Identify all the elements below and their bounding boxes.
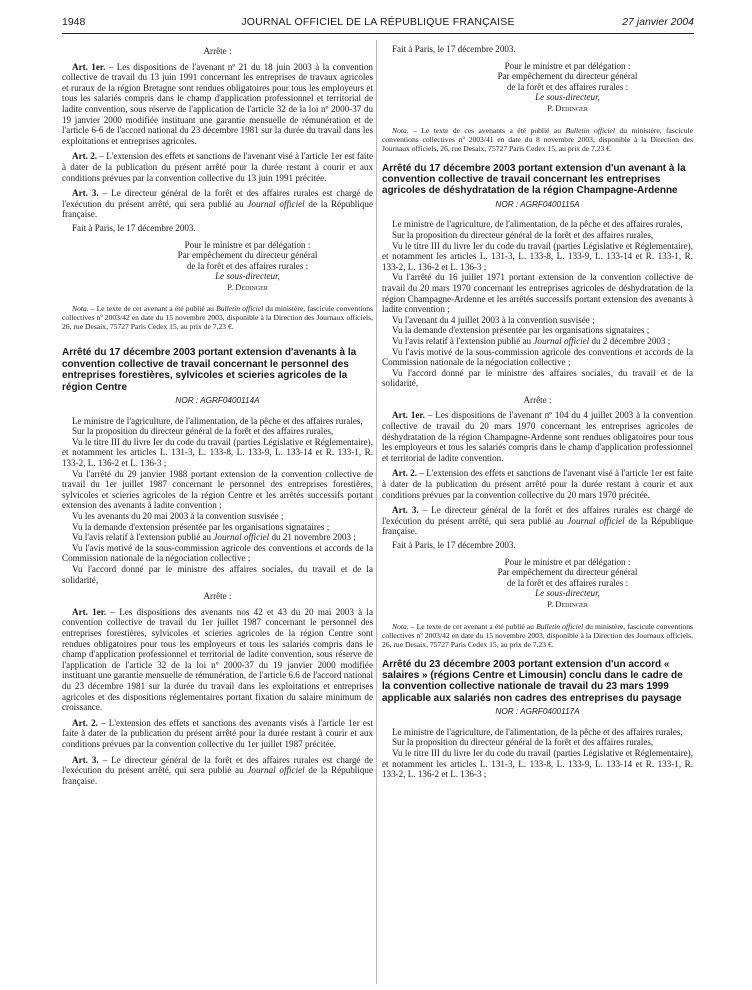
visa: Vu le titre III du livre Ier du code du travail (parties Législative et Réglementaire), et notamment les articles L. 131-3, L. 133-8, L. 133-9, L. 133-14 et R. 133-1, R. 133-2, L. 136-2 et L. 136-3 ; bbox=[382, 240, 693, 272]
arrete-label: Arrête : bbox=[203, 46, 232, 56]
visa: Vu les avenants du 20 mai 2003 à la convention susvisée ; bbox=[72, 511, 284, 522]
nor-reference: NOR : AGRF0400115A bbox=[495, 199, 580, 209]
nota: Nota. – Le texte de cet avenant a été publié au Bulletin officiel du ministère, fascicule conventions collectives nº 2003/42 en date du 15 novembre 2003, disponible à la Direction des Journaux officiels, 26, rue Desaix, 75727 Paris Cedex 15, au prix de 7,23 €. bbox=[382, 621, 693, 649]
visa: Vu l'accord donné par le ministre des affaires sociales, du travail et de la solidarité, bbox=[382, 367, 693, 389]
visa: Le ministre de l'agriculture, de l'alimentation, de la pêche et des affaires rurales, bbox=[72, 415, 363, 426]
signature-block: Pour le ministre et par délégation : Par empêchement du directeur général de la forêt et des affaires rurales : Le sous-directeur, P. Dedinger bbox=[177, 239, 318, 292]
visa: Sur la proposition du directeur général de la forêt et des affaires rurales, bbox=[392, 737, 654, 748]
arrete-label: Arrête : bbox=[523, 394, 552, 405]
decree-title: Arrêté du 23 décembre 2003 portant extension d'un accord « salaires » (régions Centre et Limousin) conclu dans le cadre de la convention collective nationale de travail du 23 mars 1999 applicable aux salariés non cadres des entreprises du paysage bbox=[382, 658, 683, 704]
fait-a-paris: Fait à Paris, le 17 décembre 2003. bbox=[392, 44, 516, 54]
visa: Vu l'avis motivé de la sous-commission agricole des conventions et accords de la Commission nationale de la négociation collective ; bbox=[382, 346, 693, 368]
visa: Vu l'avis relatif à l'extension publié au Journal officiel du 2 décembre 2003 ; bbox=[392, 335, 671, 346]
visa: Vu l'avis relatif à l'extension publié au Journal officiel du 21 novembre 2003 ; bbox=[72, 532, 356, 543]
visa: Vu l'accord donné par le ministre des affaires sociales, du travail et de la solidarité, bbox=[62, 564, 373, 585]
column-separator bbox=[376, 40, 377, 984]
signature-block: Pour le ministre et par délégation : Par empêchement du directeur général de la forêt et des affaires rurales : Le sous-directeur, P. Dedinger bbox=[497, 556, 638, 609]
visa: Sur la proposition du directeur général de la forêt et des affaires rurales, bbox=[392, 229, 654, 240]
nota: Nota. – Le texte de cet avenant a été publié au Bulletin officiel du ministère, fascicule conventions collectives nº 2003/42 en date du 15 novembre 2003, disponible à la Direction des Journaux officiels, 26, rue Desaix, 75727 Paris Cedex 15, au prix de 7,23 €. bbox=[62, 304, 373, 332]
visa: Vu le titre III du livre Ier du code du travail (parties Législative et Réglementaire), et notamment les articles L. 131-3, L. 133-8, L. 133-9, L. 133-14 et R. 133-1, R. 133-2, L. 136-2 et L. 136-3 ; bbox=[62, 436, 373, 469]
visa: Vu l'avenant du 4 juillet 2003 à la convention susvisée ; bbox=[392, 314, 595, 325]
nor-reference: NOR : AGRF0400117A bbox=[495, 707, 580, 717]
decree-title: Arrêté du 17 décembre 2003 portant extension d'avenants à la convention collective de travail concernant le personnel des entreprises forestières, sylvicoles et scieries agricoles de la région Centre bbox=[62, 347, 357, 393]
journal-title: JOURNAL OFFICIEL DE LA RÉPUBLIQUE FRANÇAISE bbox=[241, 16, 515, 28]
visa: Vu la demande d'extension présentée par les organisations signataires ; bbox=[392, 325, 650, 336]
right-column bbox=[382, 44, 693, 780]
article-1: Art. 1er. – Les dispositions de l'avenant nº 21 du 18 juin 2003 à la convention collective de travail du 13 juin 1991 concernant les entreprises de travaux agricoles et ruraux de la région Bretagne sont rendues obligatoires pour tous les employeurs et tous les salariés compris dans le champ d'application professionnel et territorial de ladite convention, sous réserve de l'application de l'article 32 de la loi nº 2000-37 du 19 janvier 2000 modifiée instituant une garantie mensuelle de rémunération et de l'article 6-6 de l'accord national du 23 décembre 1981 sur la durée du travail dans les exploitations et entreprises agricoles. bbox=[62, 61, 373, 146]
article-2: Art. 2. – L'extension des effets et sanctions de l'avenant visé à l'article 1er est faite à dater de la publication du présent arrêté pour la durée restant à courir et aux conditions prévues par la convention collective du 13 juin 1991 précitée. bbox=[62, 151, 374, 183]
visa: Vu la demande d'extension présentée par les organisations signataires ; bbox=[72, 521, 330, 532]
nota: Nota. – Le texte de ces avenants a été publié au Bulletin officiel du ministère, fascicule conventions collectives nº 2003/41 en date du 8 novembre 2003, disponible à la Direction des Journaux officiels, 26, rue Desaix, 75727 Paris Cedex 15, au prix de 7,23 €. bbox=[382, 125, 693, 153]
article-2: Art. 2. – L'extension des effets et sanctions de l'avenant visé à l'article 1er est faite à dater de la publication du présent arrêté pour la durée restant à courir et aux conditions prévues par la convention collective du 20 mars 1970 précitée. bbox=[382, 468, 694, 500]
nor-reference: NOR : AGRF0400114A bbox=[175, 396, 260, 406]
signature-block: Pour le ministre et par délégation : Par empêchement du directeur général de la forêt et des affaires rurales : Le sous-directeur, P. Dedinger bbox=[497, 60, 638, 113]
article-2: Art. 2. – L'extension des effets et sanctions des avenants visés à l'article 1er est faite à dater de la publication du présent arrêté pour la durée restant à courir et aux conditions prévues par la convention collective du 1er juillet 1987 précitée. bbox=[62, 717, 374, 749]
fait-a-paris: Fait à Paris, le 17 décembre 2003. bbox=[72, 222, 196, 233]
visa: Le ministre de l'agriculture, de l'alimentation, de la pêche et des affaires rurales, bbox=[392, 219, 683, 230]
decree-title: Arrêté du 17 décembre 2003 portant extension d'un avenant à la convention collective de travail concernant les entreprises agricoles de déshydratation de la région Champagne-Ardenne bbox=[382, 162, 686, 197]
article-3: Art. 3. – Le directeur général de la forêt et des affaires rurales est chargé de l'exécution du présent arrêté, qui sera publié au Journal officiel de la République française. bbox=[62, 754, 374, 786]
article-1: Art. 1er. – Les dispositions de l'avenant nº 104 du 4 juillet 2003 à la convention collective de travail du 20 mars 1970 concernant les entreprises agricoles de déshydratation de la région Champagne-Ardenne sont rendues obligatoires pour tous les employeurs et tous les salariés compris dans le champ d'application professionnel et territorial de ladite convention. bbox=[382, 410, 693, 463]
running-header bbox=[62, 16, 694, 32]
issue-date: 27 janvier 2004 bbox=[622, 16, 694, 28]
article-3: Art. 3. – Le directeur général de la forêt et des affaires rurales est chargé de l'exécution du présent arrêté, qui sera publié au Journal officiel de la République française. bbox=[382, 505, 694, 537]
fait-a-paris: Fait à Paris, le 17 décembre 2003. bbox=[392, 540, 516, 550]
page-number: 1948 bbox=[62, 16, 86, 28]
visa: Sur la proposition du directeur général de la forêt et des affaires rurales, bbox=[72, 426, 334, 437]
arrete-label: Arrête : bbox=[203, 591, 232, 602]
visa: Vu l'arrêté du 29 janvier 1988 portant extension de la convention collective de travail du 1er juillet 1987 concernant le personnel des entreprises forestières, sylvicoles et scieries agricoles de la région Centre et les arrêtés successifs portant extension des avenants à ladite convention ; bbox=[62, 468, 373, 511]
header-rule bbox=[62, 33, 694, 34]
visa: Le ministre de l'agriculture, de l'alimentation, de la pêche et des affaires rurales, bbox=[392, 726, 683, 737]
left-column bbox=[62, 44, 373, 786]
article-3: Art. 3. – Le directeur général de la forêt et des affaires rurales est chargé de l'exécution du présent arrêté, qui sera publié au Journal officiel de la République française. bbox=[62, 188, 374, 220]
visa: Vu l'arrêté du 16 juillet 1971 portant extension de la convention collective de travail du 20 mars 1970 concernant les entreprises agricoles de déshydratation de la région Champagne-Ardenne et les arrêtés successifs portant extension des avenants à ladite convention ; bbox=[382, 272, 693, 315]
visa: Vu le titre III du livre Ier du code du travail (parties Législative et Réglementaire), et notamment les articles L. 131-3, L. 133-8, L. 133-9, L. 133-14 et R. 133-1, R. 133-2, L. 136-2 et L. 136-3 ; bbox=[382, 747, 693, 780]
visa: Vu l'avis motivé de la sous-commission agricole des conventions et accords de la Commission nationale de la négociation collective ; bbox=[62, 542, 373, 564]
article-1: Art. 1er. – Les dispositions des avenants nos 42 et 43 du 20 mai 2003 à la convention collective de travail du 1er juillet 1987 concernant le personnel des entreprises forestières, sylvicoles et scieries agricoles de la région Centre sont rendues obligatoires pour tous les employeurs et tous les salariés compris dans le champ d'application professionnel et territorial de ladite convention, sous réserve de l'application de l'article 32 de la loi nº 2000-37 du 19 janvier 2000 modifiée instituant une garantie mensuelle de rémunération, de l'article 6.6 de l'accord national du 23 décembre 1981 sur la durée du travail dans les exploitations et entreprises agricoles et des dispositions réglementaires portant fixation du salaire minimum de croissance. bbox=[62, 606, 373, 713]
